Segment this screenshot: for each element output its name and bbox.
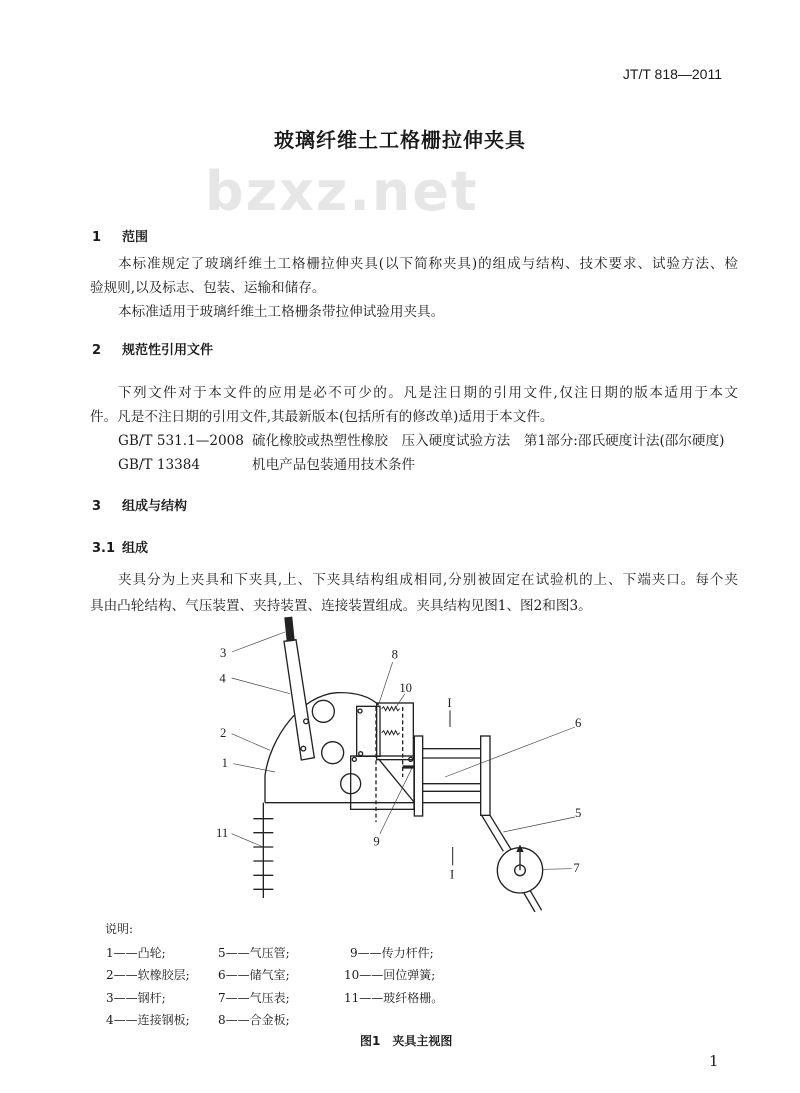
section-3-heading: 3 组成与结构 <box>92 499 188 514</box>
legend-title: 说明: <box>105 922 134 936</box>
label-11: 11 <box>216 826 229 840</box>
paragraph-line: 夹具分为上夹具和下夹具,上、下夹具结构组成相同,分别被固定在试验机的上、下端夹口。每个夹 <box>118 572 738 588</box>
page-number: 1 <box>709 1052 719 1070</box>
label-7: 7 <box>573 861 580 875</box>
label-1: 1 <box>221 756 228 770</box>
chamber-plate <box>414 736 422 816</box>
label-10: 10 <box>399 681 412 695</box>
legend-item: 11——玻纤格栅。 <box>344 991 444 1005</box>
paragraph-line: 件。凡是不注日期的引用文件,其最新版本(包括所有的修改单)适用于本文件。 <box>90 409 554 425</box>
air-chamber <box>423 749 481 792</box>
return-spring <box>382 707 400 711</box>
bolt <box>358 709 362 713</box>
section-2-heading: 2 规范性引用文件 <box>92 343 214 358</box>
label-9: 9 <box>373 834 380 849</box>
bolt <box>359 752 363 756</box>
legend-item: 10——回位弹簧; <box>344 968 436 982</box>
force-rod <box>378 759 414 802</box>
normative-reference: GB/T 13384 机电产品包装通用技术条件 <box>118 457 416 473</box>
paragraph-line: 具由凸轮结构、气压装置、夹持装置、连接装置组成。夹具结构见图1、图2和图3。 <box>90 598 592 614</box>
document-title: 玻璃纤维土工格栅拉伸夹具 <box>274 128 526 152</box>
label-2: 2 <box>220 726 227 740</box>
legend-item: 7——气压表; <box>218 991 290 1005</box>
hole <box>322 742 344 764</box>
figure-caption: 图1 夹具主视图 <box>360 1034 453 1048</box>
return-spring <box>382 731 400 735</box>
air-pipe <box>523 890 541 912</box>
label-5: 5 <box>575 806 582 820</box>
clamp-front-view-diagram <box>210 612 590 912</box>
legend-item: 2——软橡胶层; <box>106 968 190 982</box>
section-mark-top: I <box>447 696 452 710</box>
legend-item: 3——钢杆; <box>106 991 166 1005</box>
label-3: 3 <box>220 646 227 660</box>
legend-item: 1——凸轮; <box>106 946 166 960</box>
section-3-1-heading: 3.1 组成 <box>92 541 149 556</box>
label-8: 8 <box>391 647 398 662</box>
legend-item: 5——气压管; <box>218 946 290 960</box>
watermark: bzxz.net <box>205 160 479 223</box>
label-4: 4 <box>219 671 226 686</box>
legend-item: 6——储气室; <box>218 968 290 982</box>
label-6: 6 <box>575 716 582 730</box>
paragraph-line: 本标准规定了玻璃纤维土工格栅拉伸夹具(以下简称夹具)的组成与结构、技术要求、试验方法、检 <box>118 256 738 272</box>
paragraph-line: 下列文件对于本文件的应用是必不可少的。凡是注日期的引用文件,仅注日期的版本适用于本文 <box>118 385 738 401</box>
bolt <box>352 757 356 761</box>
standard-number: JT/T 818—2011 <box>622 66 722 82</box>
legend-item: 8——合金板; <box>218 1013 290 1027</box>
paragraph-line: 验规则,以及标志、包装、运输和储存。 <box>90 280 326 296</box>
connecting-plate <box>284 640 314 760</box>
normative-reference: GB/T 531.1—2008 硫化橡胶或热塑性橡胶 压入硬度试验方法 第1部分:邵氏硬度计法(邵尔硬度) <box>118 433 725 449</box>
legend-item: 9——传力杆件; <box>350 946 434 960</box>
legend-item: 4——连接钢板; <box>106 1013 190 1027</box>
paragraph-line: 本标准适用于玻璃纤维土工格栅条带拉伸试验用夹具。 <box>118 304 445 320</box>
air-pipe <box>482 815 511 851</box>
hole <box>312 700 334 722</box>
section-mark-bottom: I <box>450 867 455 882</box>
chamber-plate <box>481 736 490 815</box>
gauge-needle-tip <box>517 846 522 851</box>
steel-rod <box>285 617 294 641</box>
section-1-heading: 1 范围 <box>92 230 149 245</box>
